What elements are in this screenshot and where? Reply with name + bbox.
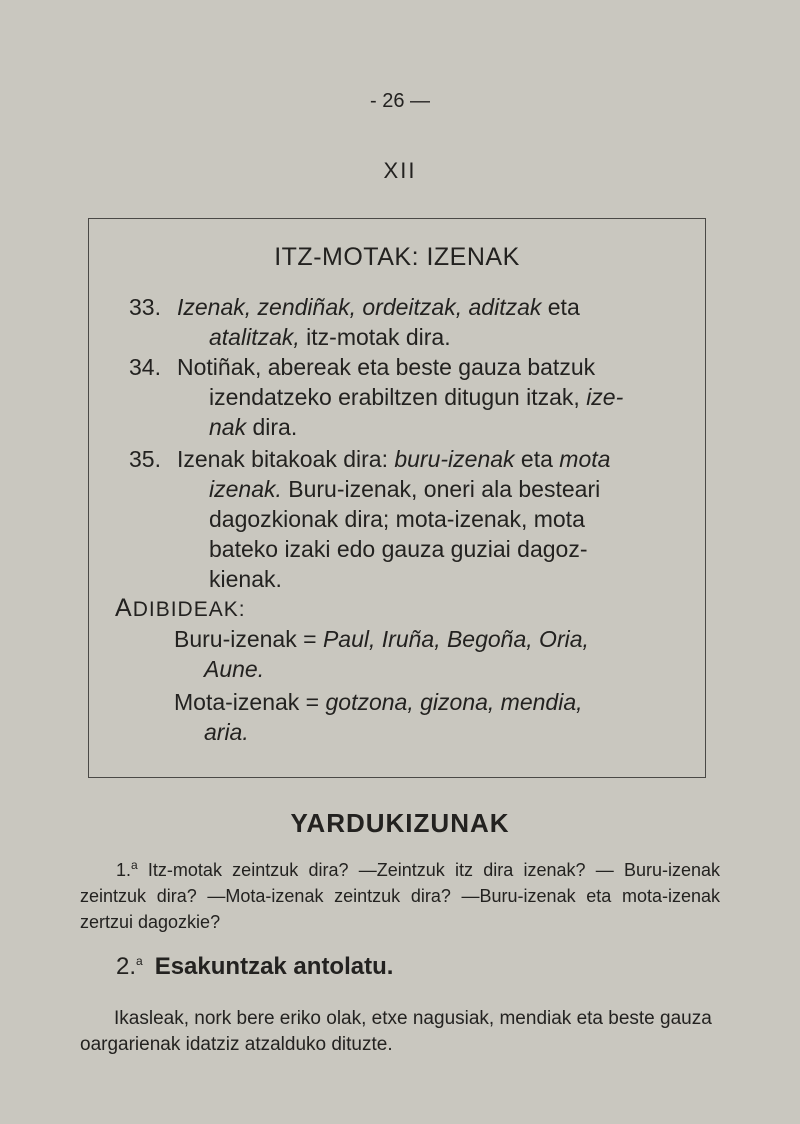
exercise-2-text: Ikasleak, nork bere eriko olak, etxe nagusiak, mendiak eta beste gauza oargarienak idatziz atzalduko dituzte. xyxy=(80,1008,712,1055)
example-line: Mota-izenak = gotzona, gizona, mendia, xyxy=(174,689,583,715)
exercise-1-text: 1.$^a$ Itz-motak zeintzuk dira? —Zeintzuk itz dira izenak? — Buru-izenak zeintzuk dira? —Mota-izenak zeintzuk dira? —Buru-izenak eta mota-izenak zertzui dagozkie? xyxy=(80,858,720,932)
item-line: kienak. xyxy=(209,566,282,592)
example-proper-nouns xyxy=(174,624,694,684)
example-line: Buru-izenak = Paul, Iruña, Begoña, Oria, xyxy=(174,626,589,652)
page-number: - 26 — xyxy=(369,90,431,112)
item-33 xyxy=(129,292,689,352)
lesson-title: ITZ-MOTAK: IZENAK xyxy=(274,243,520,271)
item-line: izendatzeko erabiltzen ditugun itzak, ize- xyxy=(209,384,624,410)
exercises-title: YARDUKIZUNAK xyxy=(290,808,510,838)
item-line: dagozkionak dira; mota-izenak, mota xyxy=(209,506,585,532)
item-line: izenak. Buru-izenak, oneri ala besteari xyxy=(209,476,601,502)
item-number: 33. xyxy=(129,294,161,320)
examples-heading: ADIBIDEAK: xyxy=(115,594,246,622)
section-number: XII xyxy=(383,158,417,183)
item-line: atalitzak, itz-motak dira. xyxy=(209,324,451,350)
example-line: Aune. xyxy=(204,656,265,682)
item-35 xyxy=(129,444,689,594)
item-number: 35. xyxy=(129,446,161,472)
exercise-1 xyxy=(80,852,720,935)
lesson-box xyxy=(88,218,706,778)
item-34 xyxy=(129,352,689,442)
item-line: Izenak bitakoak dira: buru-izenak eta mota xyxy=(177,446,611,472)
item-number: 34. xyxy=(129,354,161,380)
item-line: Izenak, zendiñak, ordeitzak, aditzak eta xyxy=(177,294,580,320)
example-common-nouns xyxy=(174,687,694,747)
exercise-2-heading: 2.$^a$ Esakuntzak antolatu. xyxy=(116,953,394,980)
item-line: nak dira. xyxy=(209,414,298,440)
item-line: Notiñak, abereak eta beste gauza batzuk xyxy=(177,354,596,380)
item-line: bateko izaki edo gauza guziai dagoz- xyxy=(209,536,588,562)
example-line: aria. xyxy=(204,719,249,745)
